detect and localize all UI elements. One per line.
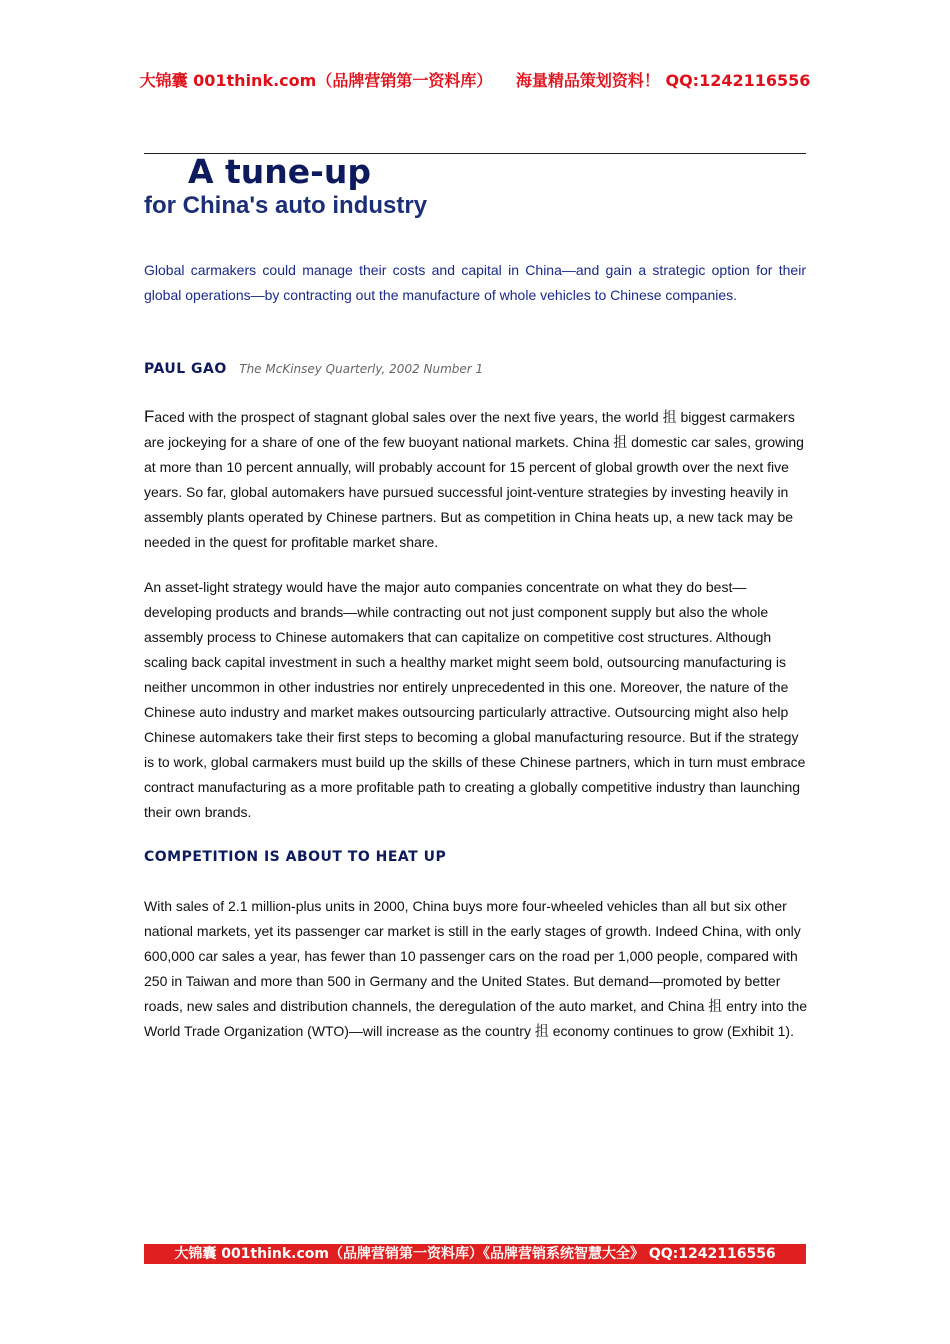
publication-source: The McKinsey Quarterly, 2002 Number 1	[239, 362, 484, 376]
drop-cap: F	[144, 407, 155, 426]
byline	[144, 360, 483, 378]
footer-banner: 大锦囊 001think.com（品牌营销第一资料库）《品牌营销系统智慧大全》 QQ:1242116556	[144, 1244, 806, 1264]
article-deck: Global carmakers could manage their costs and capital in China—and gain a strategic option for their global operations—by contracting out the manufacture of whole vehicles to Chinese companies.	[144, 262, 806, 303]
body-paragraph-3: With sales of 2.1 million-plus units in 2000, China buys more four-wheeled vehicles than all but six other national markets, yet its passenger car market is still in the early stages of growth. Indeed China, with only 600,000 car sales a year, has fewer than 10 passenger cars on the road per 1,000 people, compared with 250 in Taiwan and more than 500 in Germany and the United States. But demand—promoted by better roads, new sales and distribution channels, the deregulation of the auto market, and China 抯 entry into the World Trade Organization (WTO)—will increase as the country 抯 economy continues to grow (Exhibit 1).	[144, 898, 808, 1039]
body-paragraph-1-text: aced with the prospect of stagnant global sales over the next five years, the world 抯 biggest carmakers are jockeying for a share of one of the few buoyant national markets. China 抯 domestic car sales, growing at more than 10 percent annually, will probably account for 15 percent of global growth over the next five years. So far, global automakers have pursued successful joint-venture strategies by investing heavily in assembly plants operated by Chinese partners. But as competition in China heats up, a new tack may be needed in the quest for profitable market share.	[144, 409, 804, 550]
article-subtitle: for China's auto industry	[144, 192, 428, 219]
article-title: A tune-up	[188, 152, 371, 191]
header-banner	[0, 68, 950, 91]
header-site-text: 大锦囊 001think.com（品牌营销第一资料库）	[139, 71, 493, 90]
header-promo-text: 海量精品策划资料！ QQ:1242116556	[515, 71, 811, 90]
section-heading: COMPETITION IS ABOUT TO HEAT UP	[144, 849, 447, 865]
body-paragraph-1	[144, 404, 808, 555]
body-paragraph-2: An asset-light strategy would have the major auto companies concentrate on what they do best—developing products and brands—while contracting out not just component supply but also the whole assembly process to Chinese automakers that can capitalize on competitive cost structures. Although scaling back capital investment in such a healthy market might seem bold, outsourcing manufacturing is neither uncommon in other industries nor entirely unprecedented in this one. Moreover, the nature of the Chinese auto industry and market makes outsourcing particularly attractive. Outsourcing might also help Chinese automakers take their first steps to becoming a global manufacturing resource. But if the strategy is to work, global carmakers must build up the skills of these Chinese partners, which in turn must embrace contract manufacturing as a more profitable path to creating a globally competitive industry than launching their own brands.	[144, 579, 806, 820]
author-name: PAUL GAO	[144, 361, 227, 377]
